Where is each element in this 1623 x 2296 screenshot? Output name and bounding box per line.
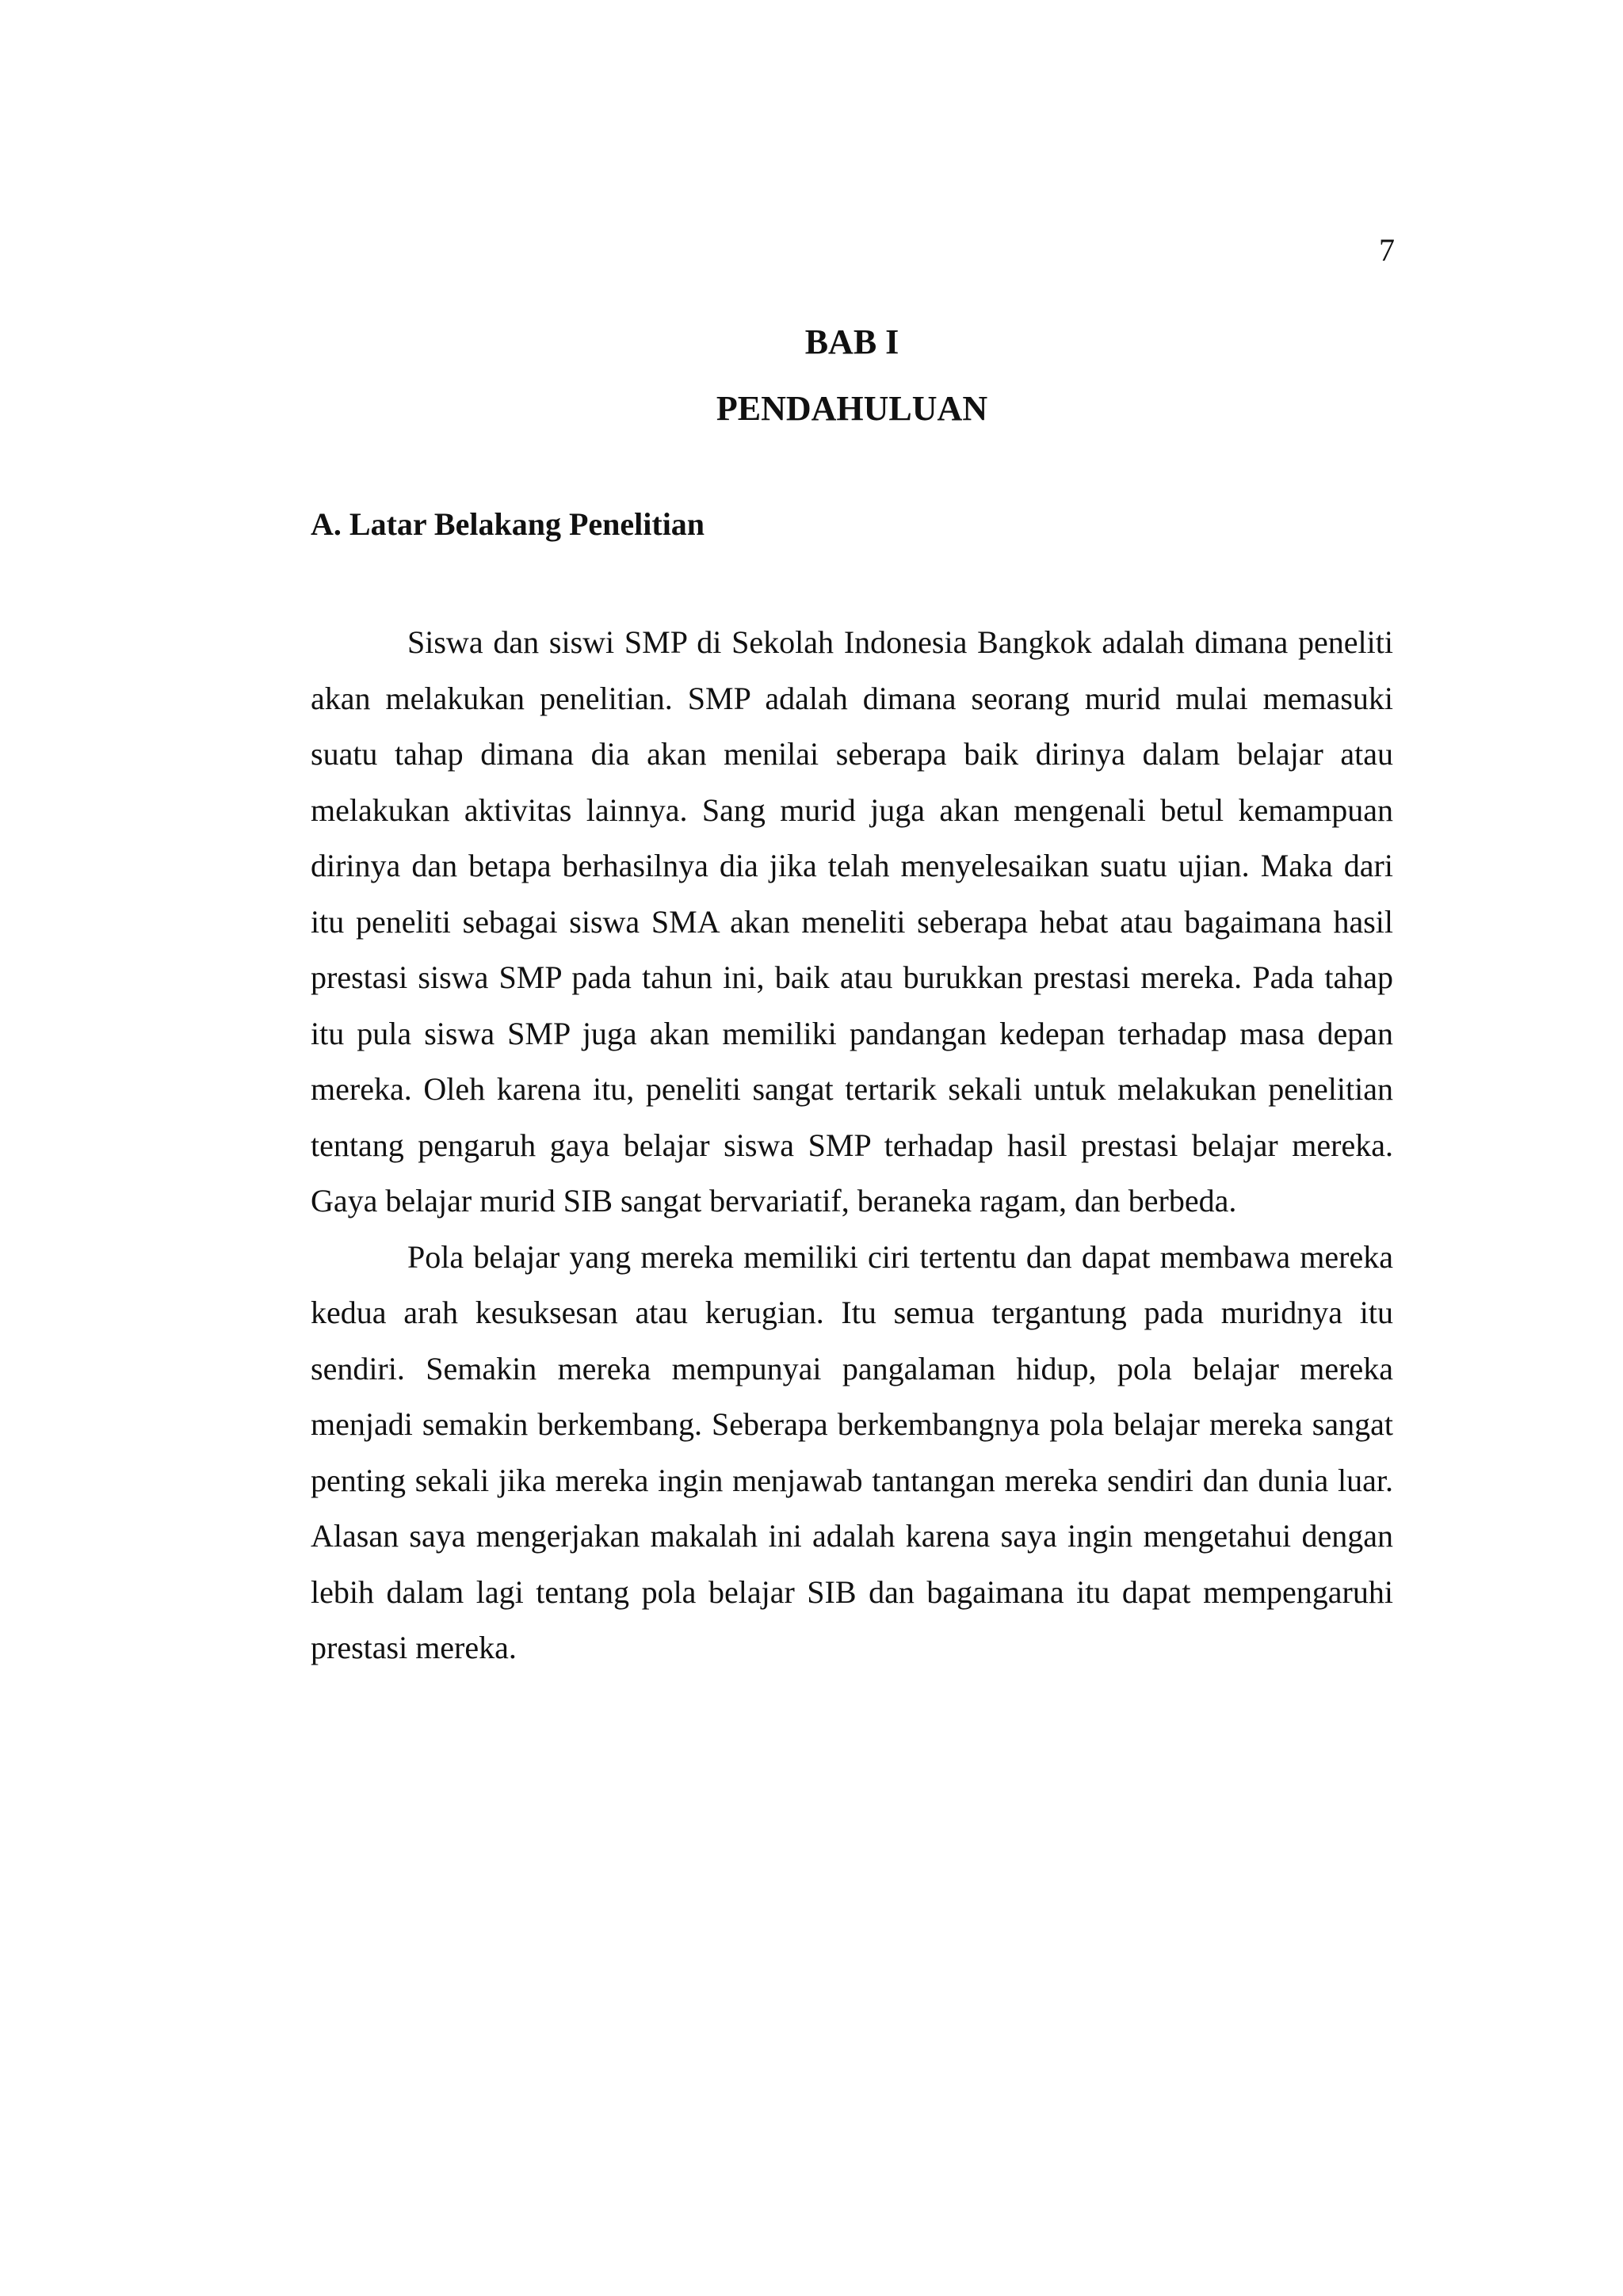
paragraph-2: Pola belajar yang mereka memiliki ciri tertentu dan dapat membawa mereka kedua arah kesuksesan atau kerugian. Itu semua tergantung pada muridnya itu sendiri. Semakin mereka mempunyai pangalaman hidup, pola belajar mereka menjadi semakin berkembang. Seberapa berkembangnya pola belajar mereka sangat penting sekali jika mereka ingin menjawab tantangan mereka sendiri dan dunia luar. Alasan saya mengerjakan makalah ini adalah karena saya ingin mengetahui dengan lebih dalam lagi tentang pola belajar SIB dan bagaimana itu dapat mempengaruhi prestasi mereka.: [311, 1238, 1393, 1665]
paragraph-1: Siswa dan siswi SMP di Sekolah Indonesia Bangkok adalah dimana peneliti akan melakukan penelitian. SMP adalah dimana seorang murid mulai memasuki suatu tahap dimana dia akan menilai seberapa baik dirinya dalam belajar atau melakukan aktivitas lainnya. Sang murid juga akan mengenali betul kemampuan dirinya dan betapa berhasilnya dia jika telah menyelesaikan suatu ujian. Maka dari itu peneliti sebagai siswa SMA akan meneliti seberapa hebat atau bagaimana hasil prestasi siswa SMP pada tahun ini, baik atau burukkan prestasi mereka. Pada tahap itu pula siswa SMP juga akan memiliki pandangan kedepan terhadap masa depan mereka. Oleh karena itu, peneliti sangat tertarik sekali untuk melakukan penelitian tentang pengaruh gaya belajar siswa SMP terhadap hasil prestasi belajar mereka. Gaya belajar murid SIB sangat bervariatif, beraneka ragam, dan berbeda.: [311, 624, 1393, 1219]
chapter-title: PENDAHULUAN: [716, 389, 988, 428]
section-body: [311, 615, 1393, 1676]
section-heading: A. Latar Belakang Penelitian: [311, 506, 705, 542]
chapter-label: BAB I: [804, 322, 899, 361]
chapter-heading: [0, 309, 1623, 442]
page-number: 7: [1379, 232, 1395, 268]
